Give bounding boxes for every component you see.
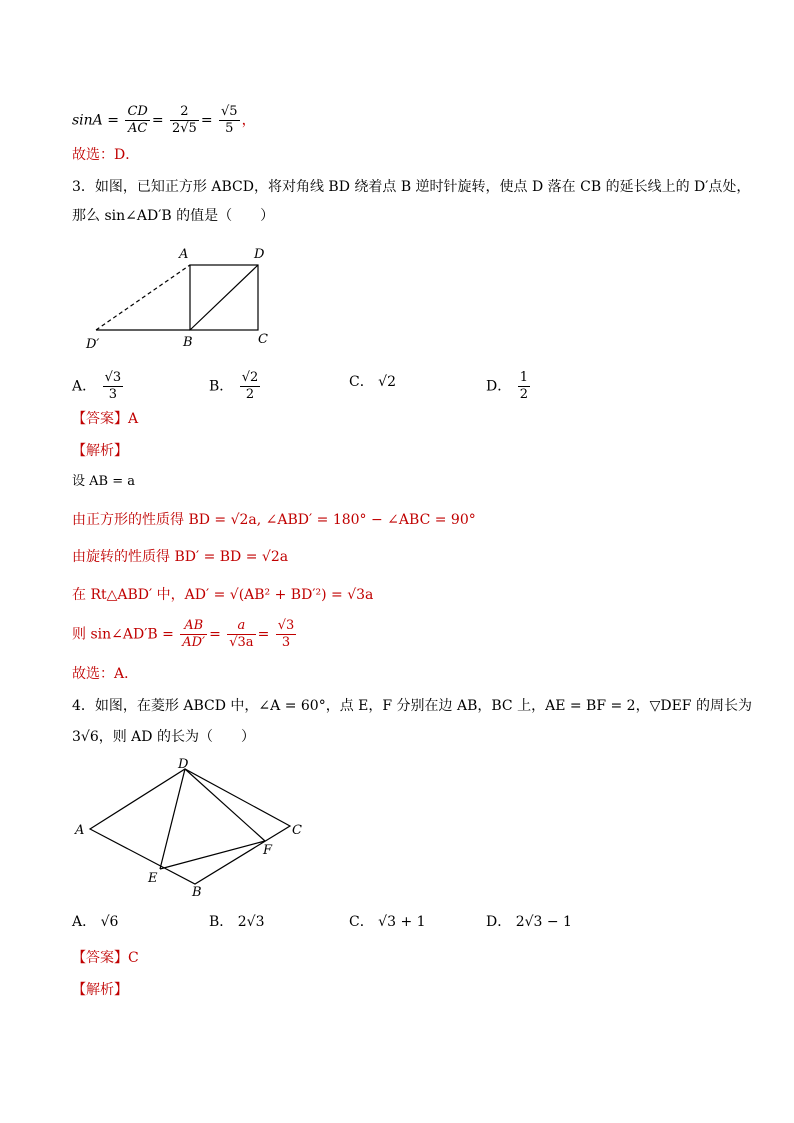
q3-final-frac-1	[180, 618, 207, 651]
q3-option-c[interactable]	[349, 372, 396, 392]
q4-figure	[70, 756, 320, 901]
q3-answer: 【答案】A	[72, 411, 139, 427]
q3-final-f3-den: 3	[281, 635, 291, 650]
q3-diagonal-bd	[190, 265, 258, 330]
q3-figure	[82, 240, 282, 355]
q4-label-a: A	[75, 823, 85, 838]
q3-label-d: D	[254, 247, 265, 262]
q3-option-a-den: 3	[108, 387, 117, 402]
q3-option-d-key: D．	[486, 378, 512, 395]
q3-step-3: 由旋转的性质得 BD′ = BD = √2a	[72, 549, 289, 565]
prev-choice-line: 故选：D．	[72, 147, 140, 163]
q3-text-line2: 那么 sin∠AD′B 的值是（ ）	[72, 208, 275, 224]
prev-frac-3-den: 5	[225, 121, 234, 136]
q3-text-line1: 3．如图，已知正方形 ABCD，将对角线 BD 绕着点 B 逆时针旋转，使点 D 落在 CB 的延长线上的 D′点处，	[72, 179, 751, 195]
q4-label-c: C	[292, 823, 302, 838]
q3-label-a: A	[179, 247, 189, 262]
q3-label-b: B	[183, 335, 193, 350]
q4-option-d-key: D．	[486, 914, 512, 930]
q3-option-d-frac	[518, 370, 530, 403]
q4-label-b: B	[192, 885, 202, 900]
q3-option-a-num: √3	[104, 370, 122, 385]
q4-text-line2: 3√6，则 AD 的长为（ ）	[72, 729, 255, 745]
q3-option-d-num: 1	[519, 370, 528, 385]
q4-option-a[interactable]	[72, 912, 118, 932]
q4-option-b-text: 2√3	[237, 914, 265, 930]
q3-final-f2-num: a	[227, 618, 255, 635]
q3-option-a-key: A．	[72, 378, 97, 395]
q3-final-f2-den: √3a	[229, 635, 254, 650]
q4-option-d-text: 2√3 − 1	[515, 914, 572, 930]
q4-label-e: E	[148, 871, 158, 886]
prev-frac-2-den: 2√5	[172, 121, 197, 136]
q3-final-frac-2	[227, 618, 255, 651]
q3-analysis-heading: 【解析】	[72, 443, 128, 459]
prev-frac-1-den: AC	[127, 121, 148, 136]
q3-dashed-ad	[96, 265, 190, 330]
q4-label-f: F	[263, 843, 273, 858]
q4-rhombus	[90, 769, 290, 884]
q3-option-c-key: C．	[349, 374, 374, 390]
q4-answer: 【答案】C	[72, 950, 139, 966]
q4-segment-df	[185, 769, 265, 841]
q3-option-b-frac	[240, 370, 261, 403]
q3-final-f1-den: AD′	[182, 635, 206, 650]
q3-option-d[interactable]	[486, 370, 532, 403]
prev-frac-1	[125, 104, 149, 137]
q3-option-b-num: √2	[241, 370, 259, 385]
q4-label-d: D	[178, 757, 189, 772]
prev-frac-1-num: CD	[127, 104, 148, 119]
q3-final-prefix: 则 sin∠AD′B =	[72, 626, 174, 643]
q3-option-a[interactable]	[72, 370, 125, 403]
q3-final-f3-num: √3	[277, 618, 295, 633]
prev-frac-3	[219, 104, 240, 137]
q4-option-a-key: A．	[72, 914, 97, 930]
q3-choice-line: 故选：A．	[72, 666, 139, 682]
prev-frac-2	[170, 104, 199, 137]
q4-option-c-key: C．	[349, 914, 374, 930]
q4-option-b-key: B．	[209, 914, 234, 930]
q3-label-dprime: D′	[86, 337, 100, 352]
q4-option-d[interactable]	[486, 912, 572, 932]
q3-option-d-den: 2	[519, 387, 528, 402]
prev-solution-equation: sinA = $\frac{CD}{AC}$ = $\frac{2}{2√5}$ = $\frac{√5}{5}$ ，	[72, 104, 256, 136]
q3-label-c: C	[258, 332, 268, 347]
q4-segment-ef	[160, 841, 265, 869]
q4-option-c-text: √3 + 1	[378, 914, 426, 930]
q4-analysis-heading: 【解析】	[72, 982, 128, 998]
prev-comma: ，	[241, 112, 256, 129]
q3-step-4: 在 Rt△ABD′ 中，AD′ = √(AB² + BD′²) = √3a	[72, 587, 374, 603]
q4-option-c[interactable]	[349, 912, 426, 932]
q3-step-2: 由正方形的性质得 BD = √2a, ∠ABD′ = 180° − ∠ABC = 90°	[72, 512, 476, 528]
q4-text-line1: 4．如图，在菱形 ABCD 中，∠A = 60°，点 E，F 分别在边 AB，BC 上，AE = BF = 2，▽DEF 的周长为	[72, 698, 752, 714]
q3-option-b[interactable]	[209, 370, 262, 403]
q4-option-b[interactable]	[209, 912, 265, 932]
q3-option-a-frac	[103, 370, 124, 403]
q3-option-b-key: B．	[209, 378, 234, 395]
q4-segment-de	[160, 769, 185, 869]
prev-frac-3-num: √5	[221, 104, 238, 119]
prev-frac-2-num: 2	[170, 104, 199, 121]
q3-final-frac-3	[276, 618, 297, 651]
q3-final-f1-num: AB	[180, 618, 207, 635]
q3-option-c-text: √2	[378, 374, 396, 390]
q3-final-step: 则 sin∠AD′B = $\frac{AB}{AD'}$ = $\frac{a}{√3a}$ = $\frac{√3}{3}$	[72, 618, 295, 650]
q4-option-a-text: √6	[100, 914, 119, 930]
q3-step-1: 设 AB = a	[72, 474, 135, 489]
q3-option-b-den: 2	[245, 387, 255, 402]
prev-eq-lhs: sinA =	[72, 112, 119, 129]
